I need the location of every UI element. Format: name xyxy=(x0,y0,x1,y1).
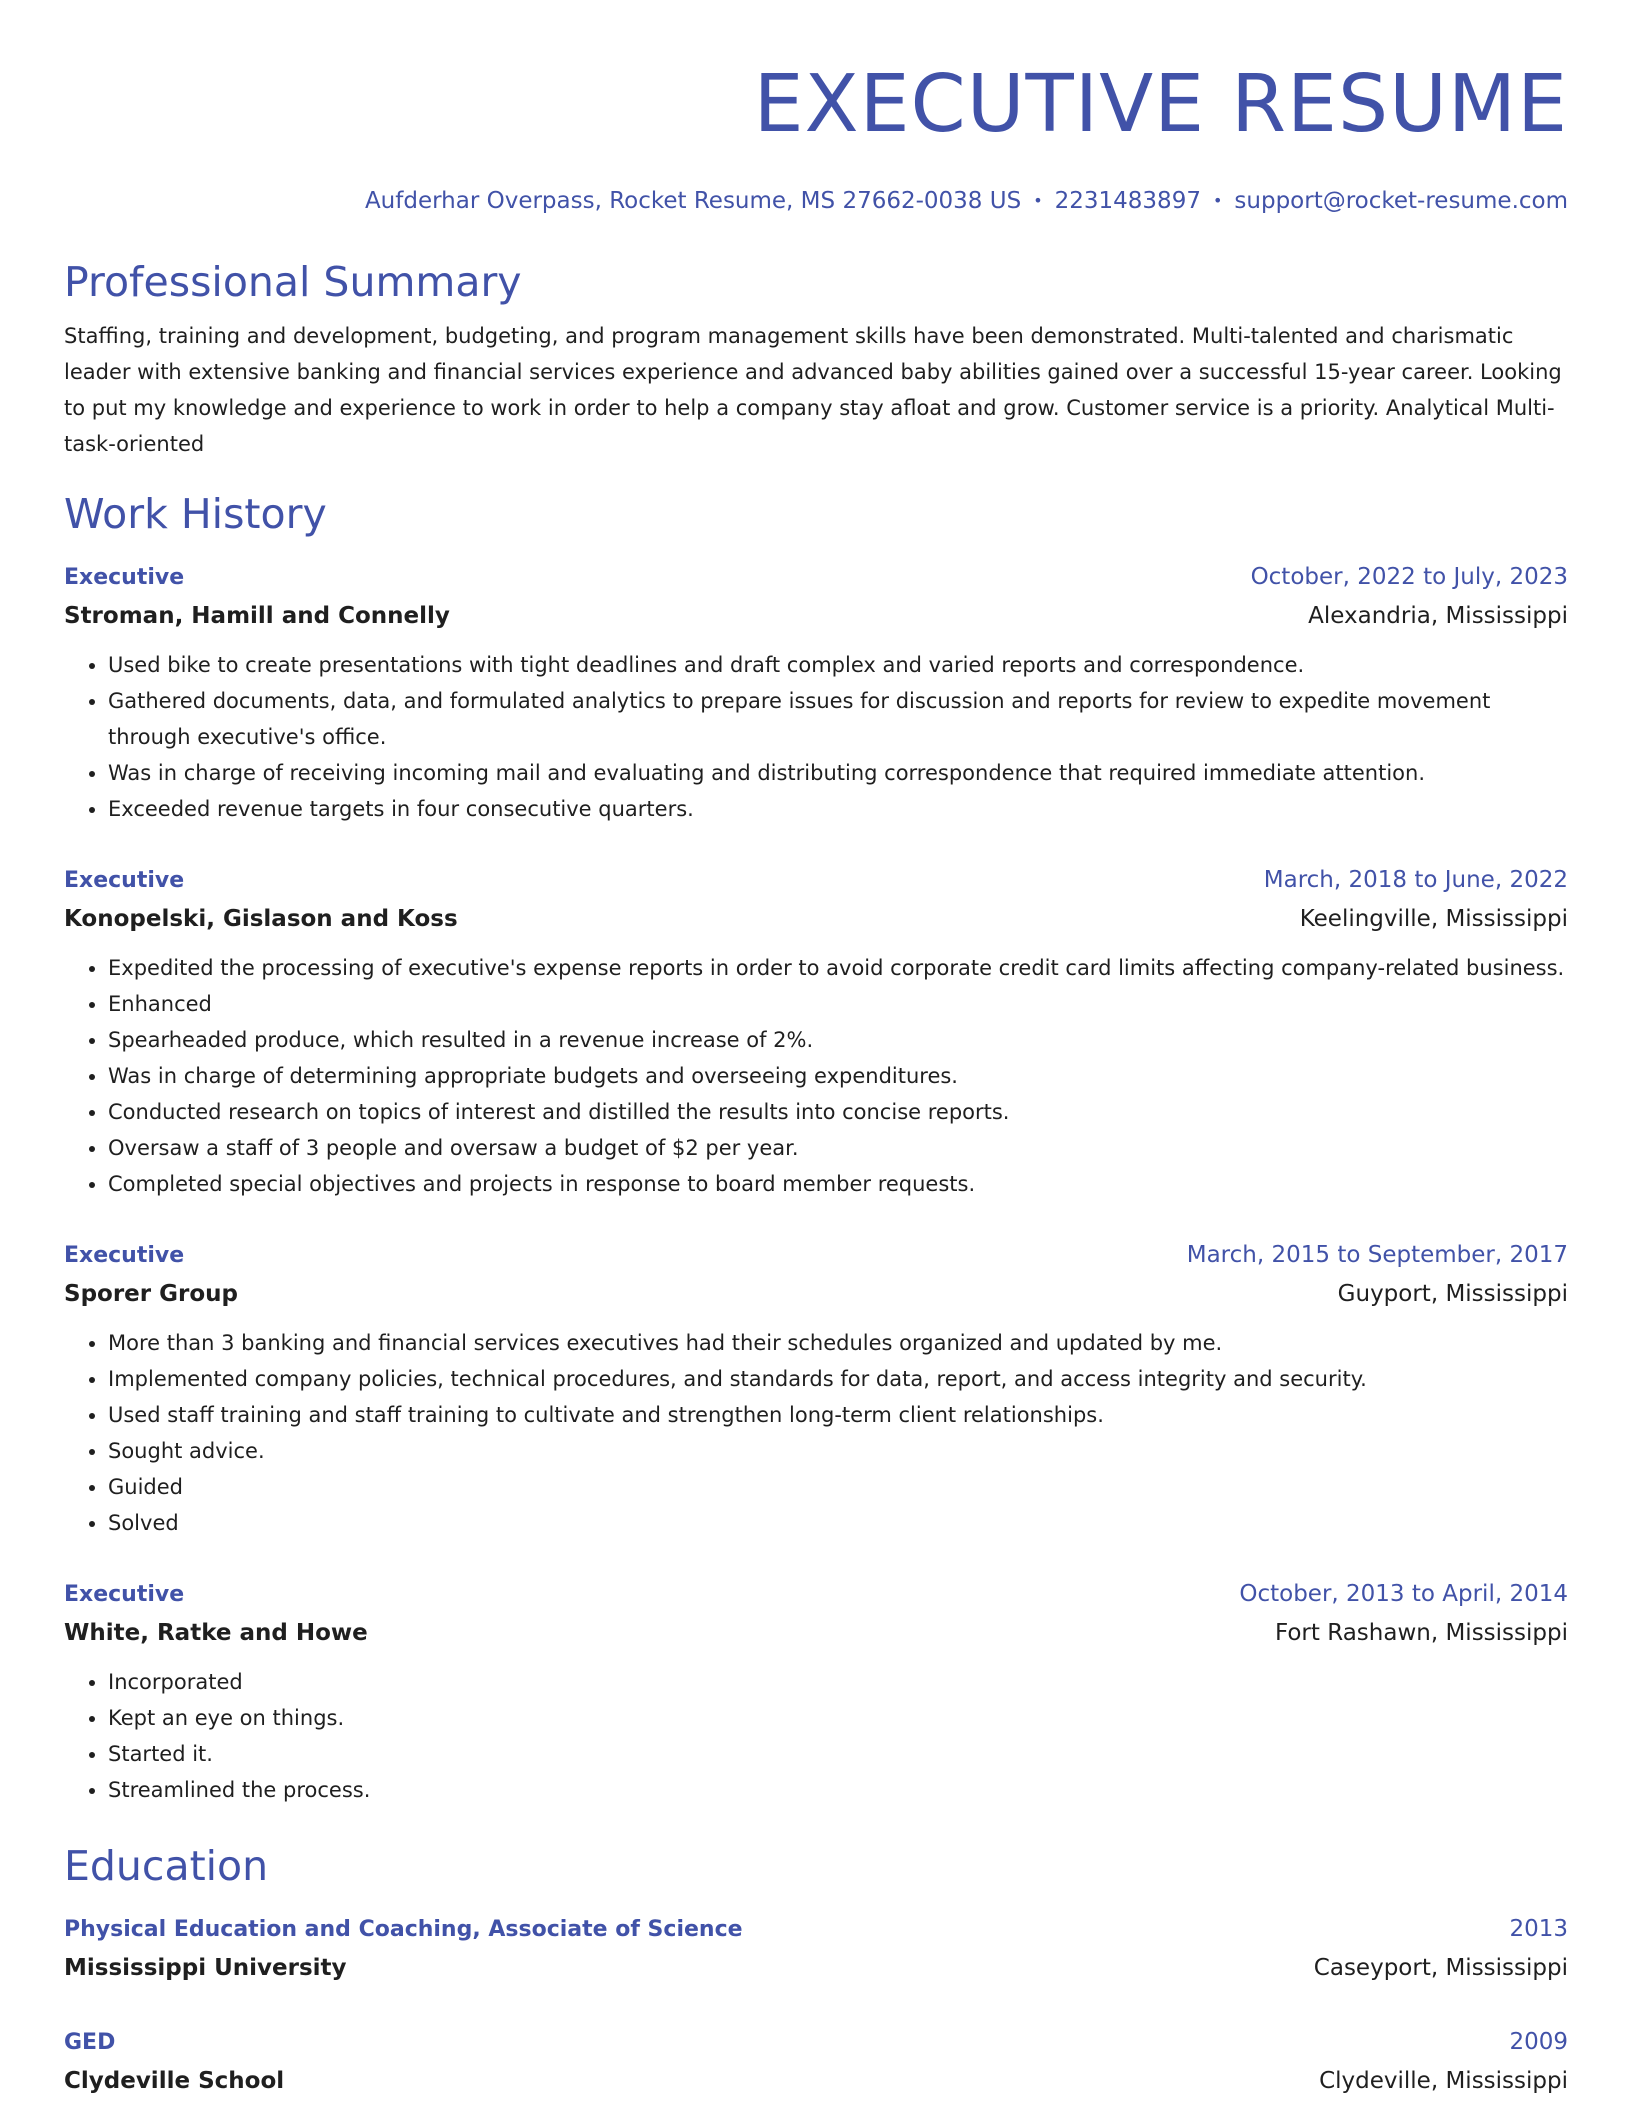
job-header-row xyxy=(64,1575,1568,1614)
job-company: White, Ratke and Howe xyxy=(64,1620,368,1646)
list-item: • Oversaw a staff of 3 people and oversaw a budget of $2 per year. xyxy=(108,1130,1568,1166)
job-location: Guyport, Mississippi xyxy=(1337,1281,1568,1307)
education-entry xyxy=(64,1910,1568,1987)
job-header-row xyxy=(64,1236,1568,1275)
job-company: Konopelski, Gislason and Koss xyxy=(64,906,458,932)
education-school-row xyxy=(64,1949,1568,1987)
job-company: Stroman, Hamill and Connelly xyxy=(64,603,450,629)
contact-email: support@rocket-resume.com xyxy=(1234,188,1568,214)
list-item: • Kept an eye on things. xyxy=(108,1700,1568,1736)
summary-text: Staffing, training and development, budgeting, and program management skills have been demonstrated. Multi-talented and charismatic leader with extensive banking and financial services experience and advanced baby abilities gained over a successful 15-year career. Looking to put my knowledge and experience to work in order to help a company stay afloat and grow. Customer service is a priority. Analytical Multi-task-oriented xyxy=(64,324,1562,456)
list-item: • Sought advice. xyxy=(108,1433,1568,1469)
list-item: • Solved xyxy=(108,1505,1568,1541)
bullet-separator: • xyxy=(1212,191,1223,210)
contact-address: Aufderhar Overpass, Rocket Resume, MS 27662-0038 US xyxy=(364,188,1022,214)
education-year: 2013 xyxy=(1509,1916,1568,1942)
list-item: • Streamlined the process. xyxy=(108,1772,1568,1808)
job-header-row xyxy=(64,861,1568,900)
list-item: • Conducted research on topics of interest and distilled the results into concise reports. xyxy=(108,1094,1568,1130)
list-item: • Expedited the processing of executive's expense reports in order to avoid corporate credit card limits affecting company-related business. xyxy=(108,950,1568,986)
job-title: Executive xyxy=(64,565,185,590)
section-title-education: Education xyxy=(64,1842,269,1890)
education-school-row xyxy=(64,2062,1568,2100)
resume-title: EXECUTIVE RESUME xyxy=(753,58,1568,150)
job-header-row xyxy=(64,558,1568,597)
job-dates: March, 2018 to June, 2022 xyxy=(1263,867,1568,893)
job-dates: March, 2015 to September, 2017 xyxy=(1186,1242,1568,1268)
job-dates: October, 2013 to April, 2014 xyxy=(1239,1581,1568,1607)
job-company-row xyxy=(64,1275,1568,1313)
list-item: • Used staff training and staff training to cultivate and strengthen long-term client relationships. xyxy=(108,1397,1568,1433)
job-company-row xyxy=(64,1614,1568,1652)
job-title: Executive xyxy=(64,1582,185,1607)
education-location: Clydeville, Mississippi xyxy=(1319,2068,1568,2094)
list-item: • Incorporated xyxy=(108,1664,1568,1700)
job-duties-list xyxy=(64,647,1568,827)
list-item: • Gathered documents, data, and formulated analytics to prepare issues for discussion and reports for review to expedite movement through executive's office. xyxy=(108,683,1568,755)
education-degree: GED xyxy=(64,2030,116,2055)
list-item: • Used bike to create presentations with tight deadlines and draft complex and varied reports and correspondence. xyxy=(108,647,1568,683)
job-location: Keelingville, Mississippi xyxy=(1299,906,1568,932)
job-entry xyxy=(64,861,1568,1202)
list-item: • More than 3 banking and financial services executives had their schedules organized and updated by me. xyxy=(108,1325,1568,1361)
list-item: • Exceeded revenue targets in four consecutive quarters. xyxy=(108,791,1568,827)
job-dates: October, 2022 to July, 2023 xyxy=(1250,564,1568,590)
bullet-separator: • xyxy=(1033,191,1043,210)
job-duties-list xyxy=(64,1664,1568,1808)
list-item: • Spearheaded produce, which resulted in a revenue increase of 2%. xyxy=(108,1022,1568,1058)
contact-phone: 2231483897 xyxy=(1054,188,1201,214)
education-header-row xyxy=(64,1910,1568,1949)
job-title: Executive xyxy=(64,868,185,893)
education-school: Clydeville School xyxy=(64,2068,285,2094)
contact-line xyxy=(64,186,1568,216)
education-location: Caseyport, Mississippi xyxy=(1313,1955,1568,1981)
job-company-row xyxy=(64,900,1568,938)
education-school: Mississippi University xyxy=(64,1955,347,1981)
list-item: • Started it. xyxy=(108,1736,1568,1772)
education-header-row xyxy=(64,2023,1568,2062)
list-item: • Was in charge of receiving incoming mail and evaluating and distributing correspondence that required immediate attention. xyxy=(108,755,1568,791)
job-company-row xyxy=(64,597,1568,635)
education-list xyxy=(64,1910,1568,2100)
list-item: • Completed special objectives and projects in response to board member requests. xyxy=(108,1166,1568,1202)
job-company: Sporer Group xyxy=(64,1281,238,1307)
job-location: Alexandria, Mississippi xyxy=(1308,603,1568,629)
education-year: 2009 xyxy=(1509,2029,1568,2055)
education-entry xyxy=(64,2023,1568,2100)
job-location: Fort Rashawn, Mississippi xyxy=(1274,1620,1568,1646)
job-entry xyxy=(64,558,1568,827)
job-duties-list xyxy=(64,1325,1568,1541)
section-title-work-history: Work History xyxy=(64,490,327,538)
education-degree: Physical Education and Coaching, Associate of Science xyxy=(64,1917,743,1942)
list-item: • Implemented company policies, technical procedures, and standards for data, report, and access integrity and security. xyxy=(108,1361,1568,1397)
job-entry xyxy=(64,1575,1568,1808)
list-item: • Enhanced xyxy=(108,986,1568,1022)
list-item: • Guided xyxy=(108,1469,1568,1505)
list-item: • Was in charge of determining appropriate budgets and overseeing expenditures. xyxy=(108,1058,1568,1094)
job-title: Executive xyxy=(64,1243,185,1268)
work-history-list xyxy=(64,558,1568,1808)
job-duties-list xyxy=(64,950,1568,1202)
job-entry xyxy=(64,1236,1568,1541)
section-title-summary: Professional Summary xyxy=(64,258,522,306)
